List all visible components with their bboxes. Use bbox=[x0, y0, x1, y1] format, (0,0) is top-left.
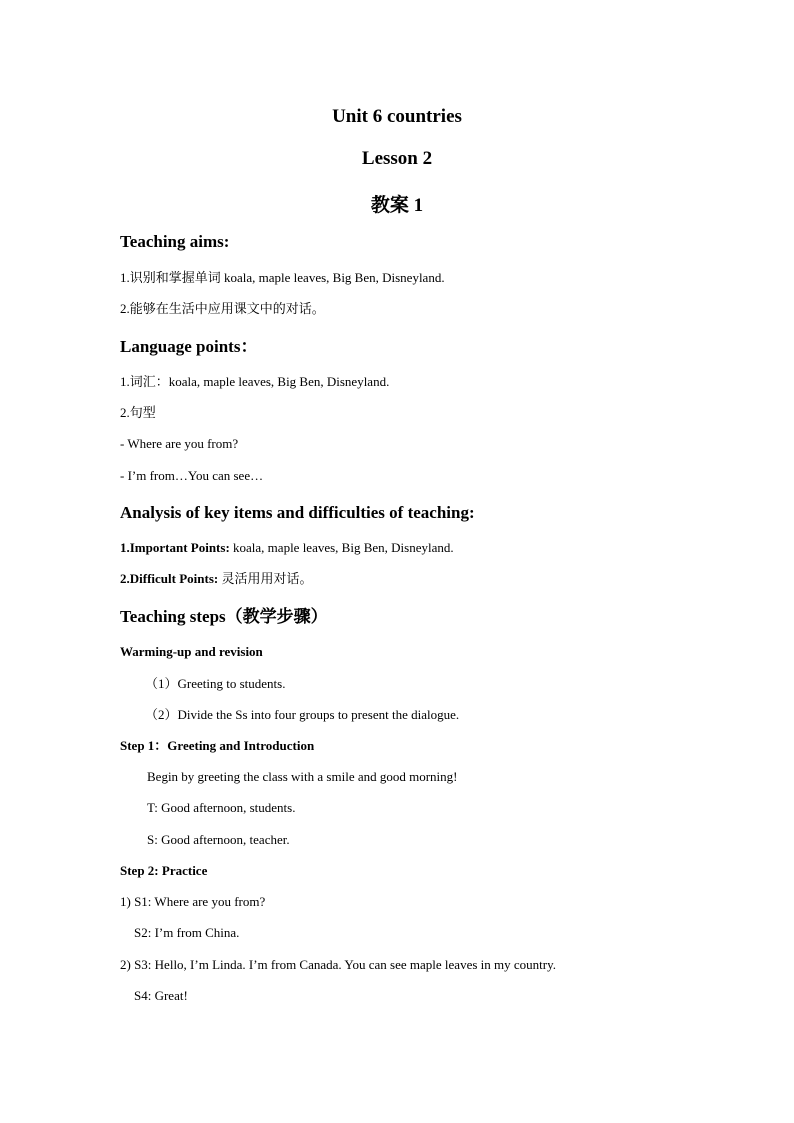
language-item-2: 2.句型 bbox=[120, 405, 156, 420]
language-item-1: 1.词汇：koala, maple leaves, Big Ben, Disneyland. bbox=[120, 374, 390, 389]
lesson-title: Lesson 2 bbox=[361, 148, 433, 169]
difficult-points bbox=[120, 571, 312, 587]
step2-line-3: 2) S3: Hello, I’m Linda. I’m from Canada. You can see maple leaves in my country. bbox=[120, 957, 556, 972]
teaching-aims-heading: Teaching aims: bbox=[120, 232, 230, 251]
step1-line-2: T: Good afternoon, students. bbox=[147, 800, 296, 815]
warmup-item-2: （2）Divide the Ss into four groups to present the dialogue. bbox=[145, 707, 460, 722]
language-points-heading: Language points： bbox=[120, 337, 258, 356]
step2-line-1: 1) S1: Where are you from? bbox=[120, 894, 266, 909]
unit-title: Unit 6 countries bbox=[332, 106, 462, 127]
language-item-4: - I’m from…You can see… bbox=[120, 468, 264, 483]
step1-line-1: Begin by greeting the class with a smile and good morning! bbox=[147, 769, 458, 784]
aims-item-1: 1.识别和掌握单词 koala, maple leaves, Big Ben, Disneyland. bbox=[120, 270, 445, 285]
important-points-text: koala, maple leaves, Big Ben, Disneyland. bbox=[229, 540, 454, 555]
step2-title: Step 2: Practice bbox=[120, 863, 208, 878]
difficult-points-text: 灵活用用对话。 bbox=[218, 571, 313, 586]
step2-line-4: S4: Great! bbox=[134, 988, 188, 1003]
important-points-label: 1.Important Points: bbox=[120, 540, 230, 555]
language-item-3: - Where are you from? bbox=[120, 436, 239, 451]
plan-title: 教案 1 bbox=[370, 195, 424, 216]
teaching-steps-heading: Teaching steps（教学步骤） bbox=[120, 607, 328, 626]
difficult-points-label: 2.Difficult Points: bbox=[120, 571, 219, 586]
analysis-heading: Analysis of key items and difficulties of teaching: bbox=[120, 503, 475, 522]
step1-title: Step 1：Greeting and Introduction bbox=[120, 738, 315, 753]
warmup-item-1: （1）Greeting to students. bbox=[145, 676, 286, 691]
important-points bbox=[120, 540, 454, 556]
warmup-title: Warming-up and revision bbox=[120, 644, 263, 659]
step1-line-3: S: Good afternoon, teacher. bbox=[147, 832, 290, 847]
step2-line-2: S2: I’m from China. bbox=[134, 925, 240, 940]
aims-item-2: 2.能够在生活中应用课文中的对话。 bbox=[120, 301, 325, 316]
